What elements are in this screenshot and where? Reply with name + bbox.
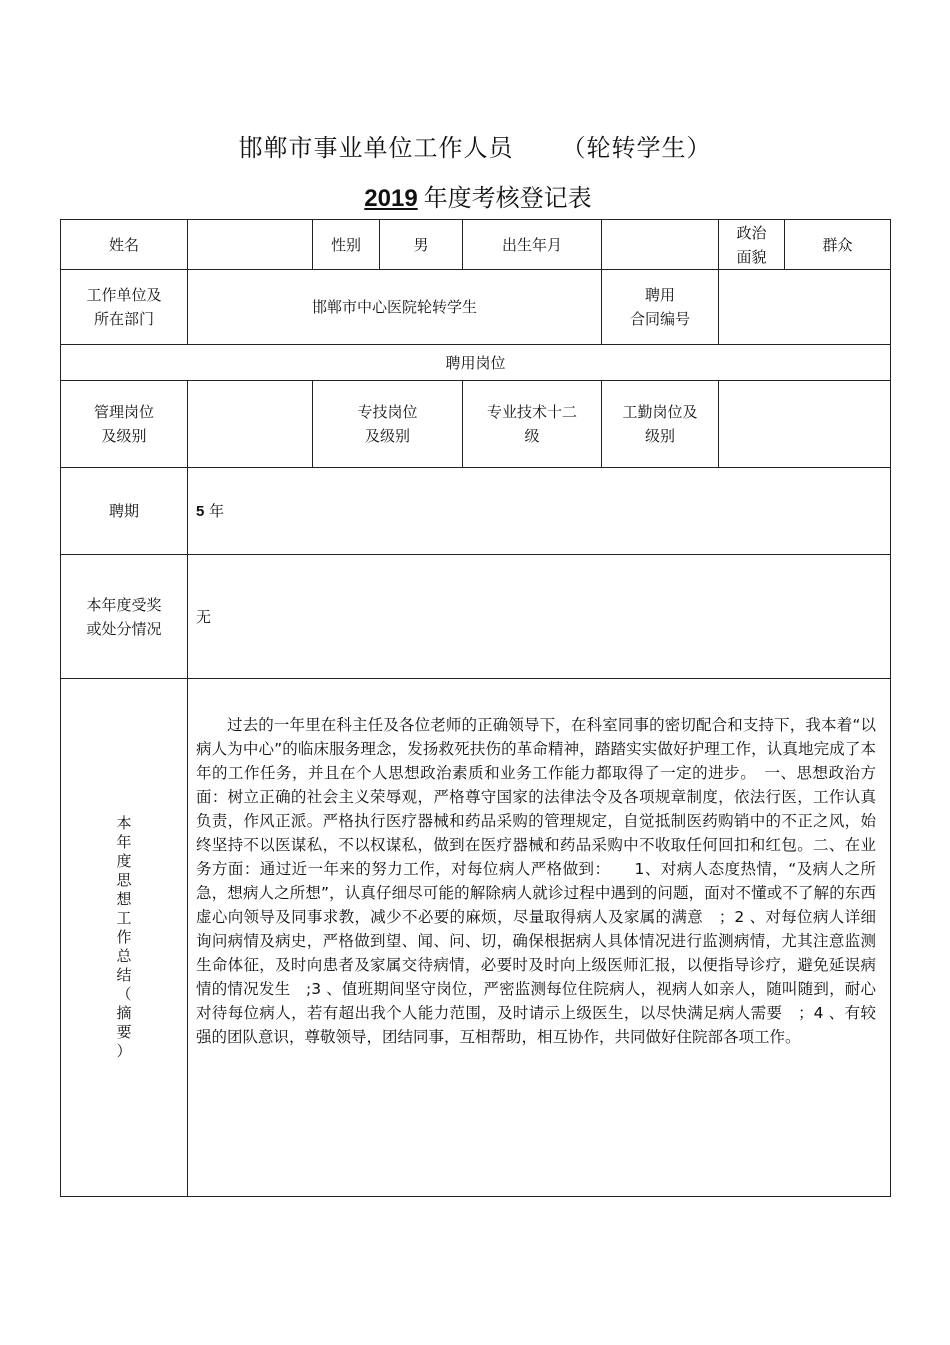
summary-label-char: 度	[116, 852, 132, 870]
tech-value[interactable]	[463, 381, 602, 468]
row-post-header	[61, 345, 891, 381]
summary-label-char: 年	[116, 833, 132, 851]
assessment-form-table	[60, 219, 891, 1197]
summary-label-char: 思	[116, 871, 132, 889]
title-year: 2019	[364, 185, 418, 212]
title-category: （轮转学生）	[561, 134, 712, 162]
term-value[interactable]	[188, 468, 891, 555]
title-org: 邯郸市事业单位工作人员	[238, 134, 514, 162]
name-label: 姓名	[61, 220, 188, 270]
political-label	[719, 220, 785, 270]
title-form-name: 年度考核登记表	[423, 184, 592, 212]
row-post-levels	[61, 381, 891, 468]
summary-label-char: （	[116, 985, 132, 1003]
summary-label-char: 要	[116, 1023, 132, 1041]
worker-label	[602, 381, 719, 468]
summary-label	[61, 679, 188, 1197]
summary-text: 过去的一年里在科主任及各位老师的正确领导下，在科室同事的密切配合和支持下，我本着“以病人为中心”的临床服务理念，发扬救死扶伤的革命精神，踏踏实实做好护理工作，认真地完成了本年的工作任务，并且在个人思想政治素质和业务工作能力都取得了一定的进步。 一、思想政治方面：树立正确的社会主义荣辱观，严格尊守国家的法律法令及各项规章制度，依法行医，工作认真负责，作风正派。严格执行医疗器械和药品采购的管理规定，自觉抵制医药购销中的不正之风，始终坚持不以医谋私，不以权谋私，做到在医疗器械和药品采购中不收取任何回扣和红包。二、在业务方面：通过近一年来的努力工作，对每位病人严格做到： 1、对病人态度热情，“及病人之所急，想病人之所想”，认真仔细尽可能的解除病人就诊过程中遇到的问题，面对不懂或不了解的东西虚心向领导及同事求教，减少不必要的麻烦，尽量取得病人及家属的满意 ；2 、对每位病人详细询问病情及病史，严格做到望、闻、问、切，确保根据病人具体情况进行监测病情，尤其注意监测生命体征，及时向患者及家属交待病情，必要时及时向上级医师汇报，以便指导诊疗，避免延误病情的情况发生 ;3 、值班期间坚守岗位，严密监测每位住院病人，视病人如亲人，随叫随到，耐心对待每位病人，若有超出我个人能力范围，及时请示上级医生，以尽快满足病人需要 ；4 、有较强的团队意识，尊敬领导，团结同事，互相帮助，相互协作，共同做好住院部各项工作。	[196, 716, 876, 1046]
form-title-line1	[0, 128, 950, 163]
political-label-line1: 政治	[736, 223, 767, 242]
gender-label: 性别	[313, 220, 380, 270]
summary-label-char: 摘	[116, 1004, 132, 1022]
gender-value[interactable]: 男	[380, 220, 463, 270]
tech-label	[313, 381, 463, 468]
mgmt-label-line1: 管理岗位	[93, 403, 154, 421]
political-value[interactable]: 群众	[785, 220, 891, 270]
form-title-line2	[0, 178, 950, 213]
unit-label	[61, 270, 188, 345]
award-label	[61, 555, 188, 679]
unit-value[interactable]: 邯郸市中心医院轮转学生	[188, 270, 602, 345]
summary-label-char: 结	[116, 966, 132, 984]
tech-value-line1: 专业技术十二	[486, 403, 577, 421]
worker-label-line2: 级别	[644, 427, 675, 445]
row-unit	[61, 270, 891, 345]
summary-value[interactable]	[188, 679, 891, 1197]
summary-label-char: 想	[116, 890, 132, 908]
summary-label-vertical	[115, 814, 133, 1061]
summary-label-char: ）	[116, 1042, 132, 1060]
summary-label-char: 工	[116, 909, 132, 927]
unit-label-line1: 工作单位及	[86, 286, 162, 304]
award-value[interactable]: 无	[188, 555, 891, 679]
mgmt-label	[61, 381, 188, 468]
contract-label-line1: 聘用	[644, 286, 675, 304]
summary-label-char: 总	[116, 947, 132, 965]
tech-label-line2: 及级别	[364, 427, 410, 445]
summary-label-char: 本	[116, 814, 132, 832]
worker-label-line1: 工勤岗位及	[622, 403, 698, 421]
row-term	[61, 468, 891, 555]
mgmt-value[interactable]	[188, 381, 313, 468]
birth-label: 出生年月	[463, 220, 602, 270]
political-label-line2: 面貌	[736, 247, 767, 266]
tech-label-line1: 专技岗位	[357, 403, 418, 421]
contract-label	[602, 270, 719, 345]
award-label-line2: 或处分情况	[86, 619, 162, 638]
worker-value[interactable]	[719, 381, 891, 468]
name-value[interactable]	[188, 220, 313, 270]
award-label-line1: 本年度受奖	[86, 595, 162, 614]
contract-value[interactable]	[719, 270, 891, 345]
row-summary	[61, 679, 891, 1197]
contract-label-line2: 合同编号	[629, 310, 690, 328]
summary-label-char: 作	[116, 928, 132, 946]
term-number: 5	[196, 502, 205, 520]
row-award	[61, 555, 891, 679]
tech-value-line2: 级	[524, 427, 540, 445]
term-label: 聘期	[61, 468, 188, 555]
term-unit: 年	[209, 501, 225, 520]
mgmt-label-line2: 及级别	[101, 427, 147, 445]
unit-label-line2: 所在部门	[93, 310, 154, 328]
post-header: 聘用岗位	[61, 345, 891, 381]
row-personal-info	[61, 220, 891, 270]
birth-value[interactable]	[602, 220, 719, 270]
